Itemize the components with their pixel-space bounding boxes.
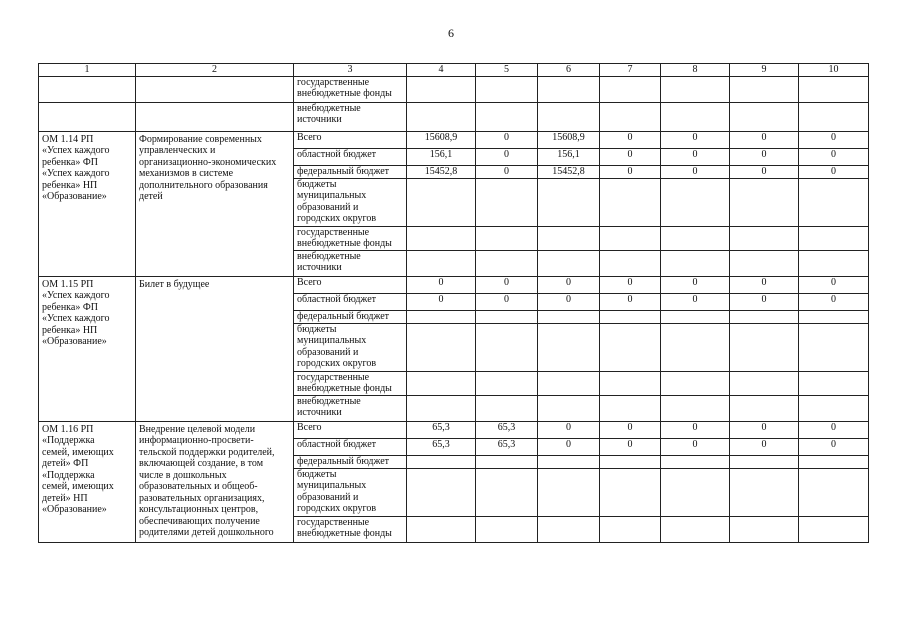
value-cell <box>538 455 600 468</box>
value-cell <box>799 226 869 250</box>
value-cell: 0 <box>730 293 799 310</box>
funding-source: государственные внебюджетные фонды <box>294 226 407 250</box>
value-cell: 0 <box>661 148 730 165</box>
value-cell: 0 <box>538 293 600 310</box>
value-cell <box>538 102 600 131</box>
value-cell <box>476 468 538 516</box>
value-cell: 156,1 <box>407 148 476 165</box>
value-cell <box>538 395 600 421</box>
value-cell <box>799 395 869 421</box>
funding-source: внебюджетные источники <box>294 395 407 421</box>
funding-source: внебюджетные источники <box>294 250 407 276</box>
funding-source: областной бюджет <box>294 293 407 310</box>
value-cell: 0 <box>407 293 476 310</box>
value-cell <box>730 468 799 516</box>
value-cell <box>407 323 476 371</box>
value-cell: 0 <box>730 148 799 165</box>
value-cell <box>407 226 476 250</box>
value-cell <box>407 468 476 516</box>
value-cell <box>730 455 799 468</box>
value-cell: 0 <box>600 293 661 310</box>
value-cell <box>730 516 799 542</box>
value-cell: 0 <box>600 421 661 438</box>
funding-source: Всего <box>294 131 407 148</box>
value-cell <box>799 178 869 226</box>
value-cell <box>600 395 661 421</box>
value-cell <box>799 516 869 542</box>
value-cell <box>600 178 661 226</box>
value-cell <box>730 226 799 250</box>
value-cell <box>538 516 600 542</box>
value-cell: 0 <box>600 165 661 178</box>
funding-source: внебюджетные источники <box>294 102 407 131</box>
value-cell: 15608,9 <box>407 131 476 148</box>
value-cell <box>730 395 799 421</box>
value-cell <box>407 310 476 323</box>
value-cell <box>538 468 600 516</box>
value-cell <box>600 468 661 516</box>
table-row <box>39 421 869 438</box>
value-cell <box>730 310 799 323</box>
value-cell <box>407 395 476 421</box>
table-body <box>39 64 869 543</box>
value-cell: 0 <box>661 276 730 293</box>
value-cell <box>538 371 600 395</box>
value-cell <box>799 250 869 276</box>
value-cell <box>538 310 600 323</box>
value-cell: 0 <box>476 165 538 178</box>
name-cell <box>136 102 294 131</box>
funding-source: государственные внебюджетные фонды <box>294 371 407 395</box>
value-cell <box>661 323 730 371</box>
value-cell <box>538 178 600 226</box>
funding-source: федеральный бюджет <box>294 455 407 468</box>
name-cell <box>136 76 294 102</box>
value-cell <box>538 76 600 102</box>
value-cell <box>407 371 476 395</box>
value-cell <box>661 226 730 250</box>
measure-name: Билет в будущее <box>136 276 294 421</box>
value-cell: 0 <box>538 421 600 438</box>
value-cell <box>730 323 799 371</box>
measure-name: Внедрение целевой модели информационно-просвети- тельской поддержки родителей, включающей создание, в том числе в дошкольных образовательных и общеоб- разовательных организациях, консультационных центров, обеспечивающих получение родителями детей дошкольного <box>136 421 294 542</box>
value-cell <box>730 371 799 395</box>
value-cell <box>799 371 869 395</box>
value-cell <box>799 323 869 371</box>
value-cell <box>799 76 869 102</box>
value-cell: 156,1 <box>538 148 600 165</box>
value-cell <box>600 102 661 131</box>
value-cell <box>730 102 799 131</box>
value-cell <box>661 455 730 468</box>
value-cell: 0 <box>600 131 661 148</box>
funding-source: государственные внебюджетные фонды <box>294 76 407 102</box>
table-row <box>39 76 869 102</box>
value-cell <box>538 250 600 276</box>
value-cell: 0 <box>600 276 661 293</box>
funding-source: бюджеты муниципальных образований и городских округов <box>294 468 407 516</box>
value-cell: 0 <box>538 438 600 455</box>
value-cell: 0 <box>661 293 730 310</box>
value-cell: 0 <box>407 276 476 293</box>
value-cell <box>600 371 661 395</box>
value-cell <box>600 250 661 276</box>
value-cell: 0 <box>661 421 730 438</box>
value-cell <box>538 323 600 371</box>
measure-code: ОМ 1.16 РП «Поддержка семей, имеющих детей» ФП «Поддержка семей, имеющих детей» НП «Образование» <box>39 421 136 542</box>
table-row <box>39 131 869 148</box>
value-cell: 0 <box>799 438 869 455</box>
funding-source: государственные внебюджетные фонды <box>294 516 407 542</box>
value-cell <box>661 310 730 323</box>
value-cell: 65,3 <box>407 438 476 455</box>
value-cell <box>799 455 869 468</box>
value-cell: 15608,9 <box>538 131 600 148</box>
value-cell: 0 <box>661 165 730 178</box>
value-cell <box>661 76 730 102</box>
value-cell <box>538 226 600 250</box>
table-row <box>39 102 869 131</box>
value-cell <box>661 371 730 395</box>
value-cell <box>730 178 799 226</box>
value-cell: 0 <box>799 421 869 438</box>
value-cell <box>661 102 730 131</box>
budget-table <box>38 63 869 543</box>
measure-code: ОМ 1.14 РП «Успех каждого ребенка» ФП «Успех каждого ребенка» НП «Образование» <box>39 131 136 276</box>
value-cell: 0 <box>600 438 661 455</box>
column-number: 5 <box>476 64 538 77</box>
value-cell <box>661 468 730 516</box>
value-cell <box>407 178 476 226</box>
value-cell: 0 <box>730 131 799 148</box>
measure-name: Формирование современных управленческих и организационно-экономических механизмов в системе дополнительного образования детей <box>136 131 294 276</box>
value-cell <box>476 76 538 102</box>
value-cell <box>407 102 476 131</box>
value-cell: 0 <box>799 131 869 148</box>
value-cell <box>407 516 476 542</box>
value-cell <box>476 226 538 250</box>
value-cell <box>600 310 661 323</box>
funding-source: Всего <box>294 276 407 293</box>
column-number: 9 <box>730 64 799 77</box>
funding-source: областной бюджет <box>294 148 407 165</box>
value-cell: 0 <box>730 276 799 293</box>
code-cell <box>39 102 136 131</box>
column-number: 10 <box>799 64 869 77</box>
measure-code: ОМ 1.15 РП «Успех каждого ребенка» ФП «Успех каждого ребенка» НП «Образование» <box>39 276 136 421</box>
value-cell <box>407 76 476 102</box>
column-number: 3 <box>294 64 407 77</box>
value-cell: 0 <box>661 131 730 148</box>
code-cell <box>39 76 136 102</box>
value-cell: 0 <box>476 148 538 165</box>
value-cell <box>476 455 538 468</box>
value-cell: 15452,8 <box>538 165 600 178</box>
column-number: 6 <box>538 64 600 77</box>
value-cell: 0 <box>799 276 869 293</box>
value-cell <box>476 178 538 226</box>
value-cell: 65,3 <box>476 438 538 455</box>
value-cell <box>661 250 730 276</box>
value-cell: 0 <box>476 131 538 148</box>
value-cell <box>661 516 730 542</box>
value-cell <box>476 323 538 371</box>
value-cell: 0 <box>730 438 799 455</box>
column-number: 7 <box>600 64 661 77</box>
value-cell <box>600 516 661 542</box>
column-number: 1 <box>39 64 136 77</box>
funding-source: федеральный бюджет <box>294 310 407 323</box>
value-cell <box>799 102 869 131</box>
value-cell: 15452,8 <box>407 165 476 178</box>
value-cell: 65,3 <box>476 421 538 438</box>
column-number: 2 <box>136 64 294 77</box>
value-cell <box>476 310 538 323</box>
value-cell: 0 <box>476 293 538 310</box>
value-cell: 0 <box>730 165 799 178</box>
value-cell: 0 <box>538 276 600 293</box>
value-cell <box>730 76 799 102</box>
column-number-row <box>39 64 869 77</box>
value-cell: 0 <box>600 148 661 165</box>
funding-source: бюджеты муниципальных образований и городских округов <box>294 178 407 226</box>
column-number: 8 <box>661 64 730 77</box>
value-cell <box>600 455 661 468</box>
value-cell <box>799 468 869 516</box>
value-cell <box>476 102 538 131</box>
funding-source: Всего <box>294 421 407 438</box>
value-cell <box>476 395 538 421</box>
value-cell <box>730 250 799 276</box>
value-cell <box>476 250 538 276</box>
value-cell <box>407 455 476 468</box>
value-cell <box>661 178 730 226</box>
value-cell <box>661 395 730 421</box>
funding-source: федеральный бюджет <box>294 165 407 178</box>
value-cell <box>600 76 661 102</box>
value-cell <box>476 516 538 542</box>
column-number: 4 <box>407 64 476 77</box>
value-cell: 0 <box>799 148 869 165</box>
value-cell: 0 <box>730 421 799 438</box>
value-cell: 0 <box>799 165 869 178</box>
value-cell <box>600 323 661 371</box>
value-cell: 0 <box>661 438 730 455</box>
page-number: 6 <box>448 26 454 40</box>
value-cell <box>600 226 661 250</box>
value-cell: 65,3 <box>407 421 476 438</box>
funding-source: бюджеты муниципальных образований и городских округов <box>294 323 407 371</box>
value-cell <box>799 310 869 323</box>
value-cell: 0 <box>476 276 538 293</box>
table-row <box>39 276 869 293</box>
value-cell <box>476 371 538 395</box>
funding-source: областной бюджет <box>294 438 407 455</box>
value-cell <box>407 250 476 276</box>
value-cell: 0 <box>799 293 869 310</box>
